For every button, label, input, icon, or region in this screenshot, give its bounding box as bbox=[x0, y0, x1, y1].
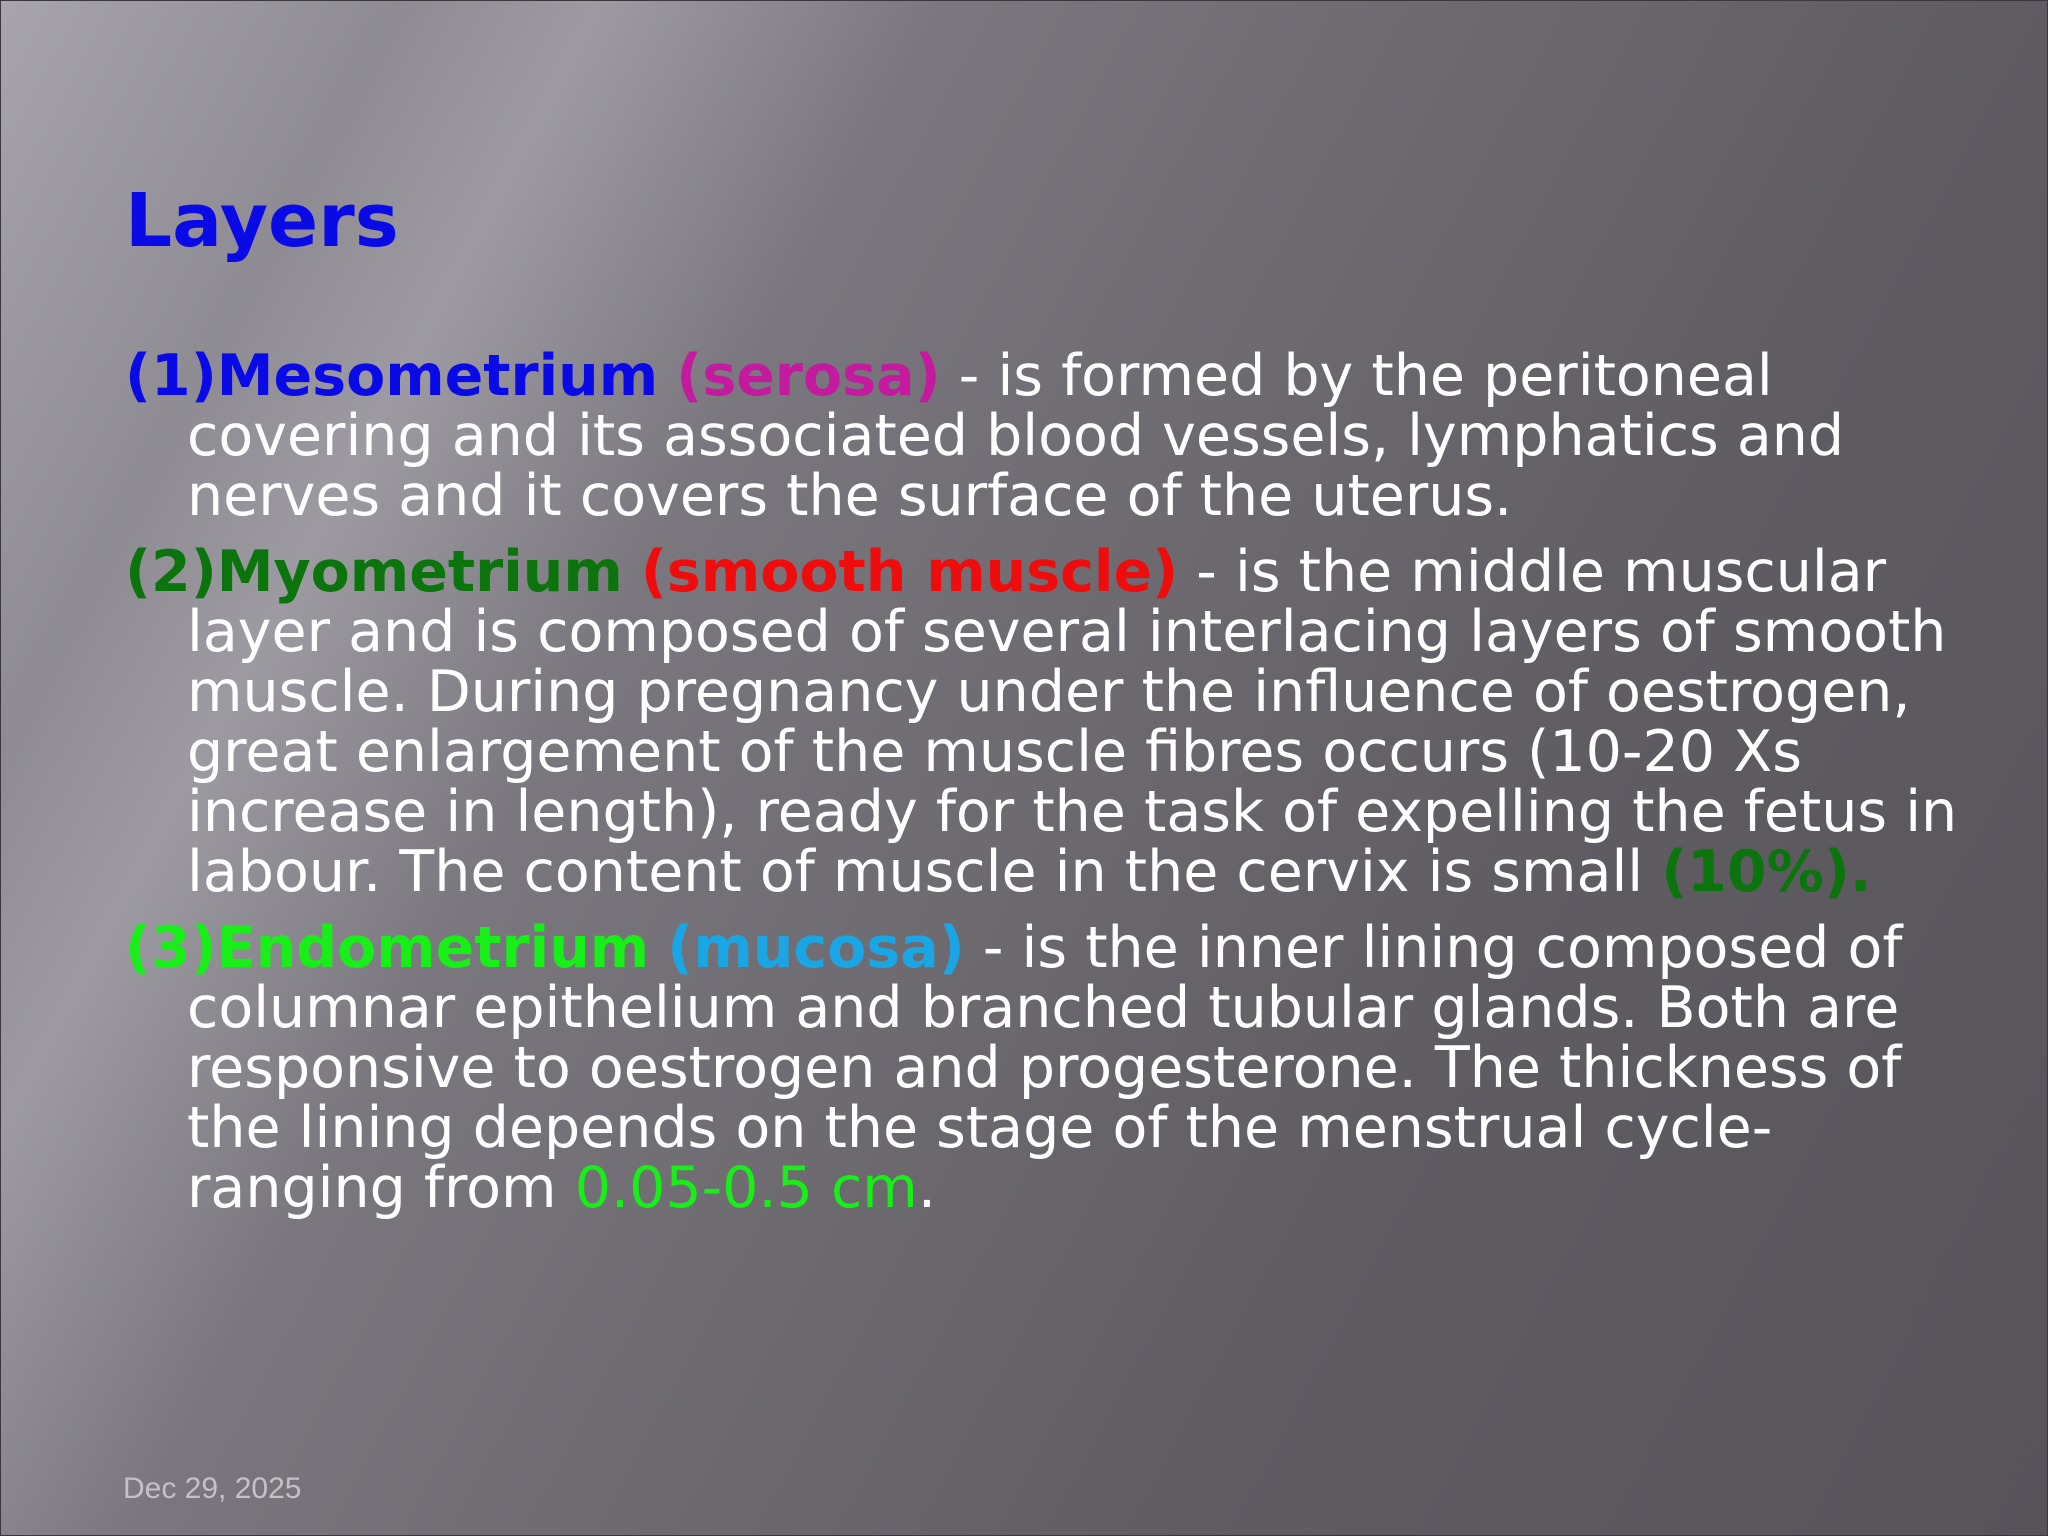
slide-title: Layers bbox=[125, 178, 399, 264]
item-synonym: (smooth muscle) bbox=[640, 539, 1179, 605]
item-synonym: (serosa) bbox=[676, 343, 941, 409]
item-highlight: 0.05-0.5 cm bbox=[574, 1155, 918, 1221]
item-number: (2) bbox=[125, 539, 217, 605]
item-highlight: (10%). bbox=[1661, 839, 1872, 905]
list-item-myometrium bbox=[125, 539, 2005, 905]
item-term: Mesometrium bbox=[216, 343, 659, 409]
slide-content bbox=[125, 343, 2005, 1234]
item-synonym-close: ) bbox=[938, 915, 965, 981]
item-number: (1) bbox=[125, 343, 217, 409]
footer-date: Dec 29, 2025 bbox=[123, 1472, 302, 1505]
item-synonym: mucosa bbox=[693, 915, 939, 981]
list-item-mesometrium bbox=[125, 343, 2005, 529]
item-term: Myometrium bbox=[216, 539, 623, 605]
item-term: Endometrium bbox=[216, 915, 650, 981]
item-synonym-open: ( bbox=[667, 915, 694, 981]
item-end: . bbox=[917, 1155, 936, 1221]
item-number: (3) bbox=[125, 915, 217, 981]
item-description: - is the middle muscular layer and is composed of several interlacing layers of smooth muscle. During pregnancy under the influence of oestrogen, great enlargement of the muscle fibres occurs (10-20 Xs increase in length), ready for the task of expelling the fetus in labour. The content of muscle in the cervix is small bbox=[187, 539, 1958, 905]
item-description: - is the inner lining composed of columnar epithelium and branched tubular glands. Both are responsive to oestrogen and progesterone. The thickness of the lining depends on the stage of the menstrual cycle- ranging from bbox=[187, 915, 1903, 1221]
list-item-endometrium bbox=[125, 915, 2005, 1221]
item-description: - is formed by the peritoneal covering and its associated blood vessels, lymphatics and nerves and it covers the surface of the uterus. bbox=[187, 343, 1845, 529]
